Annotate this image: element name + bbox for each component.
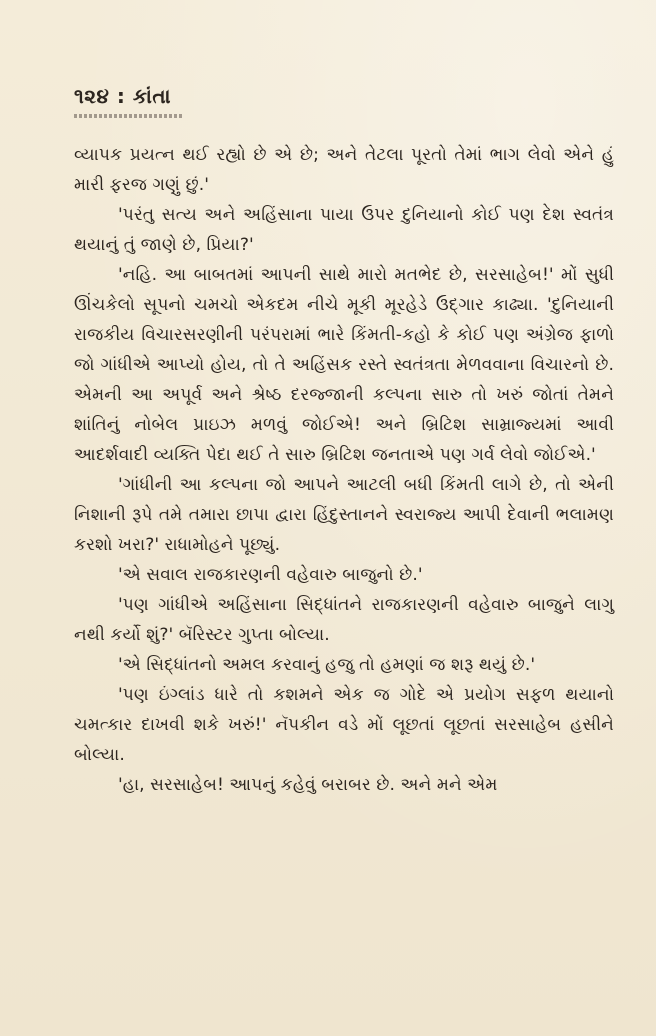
running-header — [74, 84, 182, 118]
paragraph: 'ગાંધીની આ કલ્પના જો આપને આટલી બધી કિંમતી લાગે છે, તો એની નિશાની રૂપે તમે તમારા છાપા દ્વારા હિંદુસ્તાનને સ્વરાજ્ય આપી દેવાની ભલામણ કરશો ખરા?' રાધામોહને પૂછ્યું. — [74, 475, 614, 555]
paragraph: 'પણ ગાંધીએ અહિંસાના સિદ્ધાંતને રાજકારણની વહેવારુ બાજુને લાગુ નથી કર્યો શું?' બૅરિસ્ટર ગુપ્તા બોલ્યા. — [74, 595, 614, 645]
paragraph: 'એ સવાલ રાજકારણની વહેવારુ બાજુનો છે.' — [118, 565, 423, 585]
page-body — [74, 140, 614, 800]
paragraph: 'હા, સરસાહેબ! આપનું કહેવું બરાબર છે. અને મને એમ — [118, 775, 498, 795]
paragraph: 'પરંતુ સત્ય અને અહિંસાના પાયા ઉપર દુનિયાનો કોઈ પણ દેશ સ્વતંત્ર થયાનું તું જાણે છે, પ્રિયા?' — [74, 205, 614, 255]
paragraph: 'એ સિદ્ધાંતનો અમલ કરવાનું હજુ તો હમણાં જ શરૂ થયું છે.' — [118, 655, 536, 675]
paragraph: વ્યાપક પ્રયત્ન થઈ રહ્યો છે એ છે; અને તેટલા પૂરતો તેમાં ભાગ લેવો એને હું મારી ફરજ ગણું છું.' — [74, 145, 614, 195]
paragraph: 'નહિ. આ બાબતમાં આપની સાથે મારો મતભેદ છે, સરસાહેબ!' મોં સુધી ઊંચકેલો સૂપનો ચમચો એકદમ નીચે મૂકી મૂરહેડે ઉદ્ગાર કાઢ્યા. 'દુનિયાની રાજકીય વિચારસરણીની પરંપરામાં ભારે કિંમતી-કહો કે કોઈ પણ અંગ્રેજ ફાળો જો ગાંધીએ આપ્યો હોય, તો તે અહિંસક રસ્તે સ્વતંત્રતા મેળવવાના વિચારનો છે. એમની આ અપૂર્વ અને શ્રેષ્ઠ દરજ્જાની કલ્પના સારુ તો ખરું જોતાં તેમને શાંતિનું નોબેલ પ્રાઇઝ મળવું જોઈએ! અને બ્રિટિશ સામ્રાજ્યમાં આવી આદર્શવાદી વ્યક્તિ પેદા થઈ તે સારુ બ્રિટિશ જનતાએ પણ ગર્વ લેવો જોઈએ.' — [74, 265, 614, 465]
paragraph: 'પણ ઇંગ્લાંડ ધારે તો કશમને એક જ ગોદે એ પ્રયોગ સફળ થયાનો ચમત્કાર દાખવી શકે ખરું!' નૅપકીન વડે મોં લૂછતાં લૂછતાં સરસાહેબ હસીને બોલ્યા. — [74, 685, 614, 765]
header-underline — [74, 114, 182, 118]
page-number-and-title: ૧૨૪ : કાંતા — [74, 84, 172, 108]
